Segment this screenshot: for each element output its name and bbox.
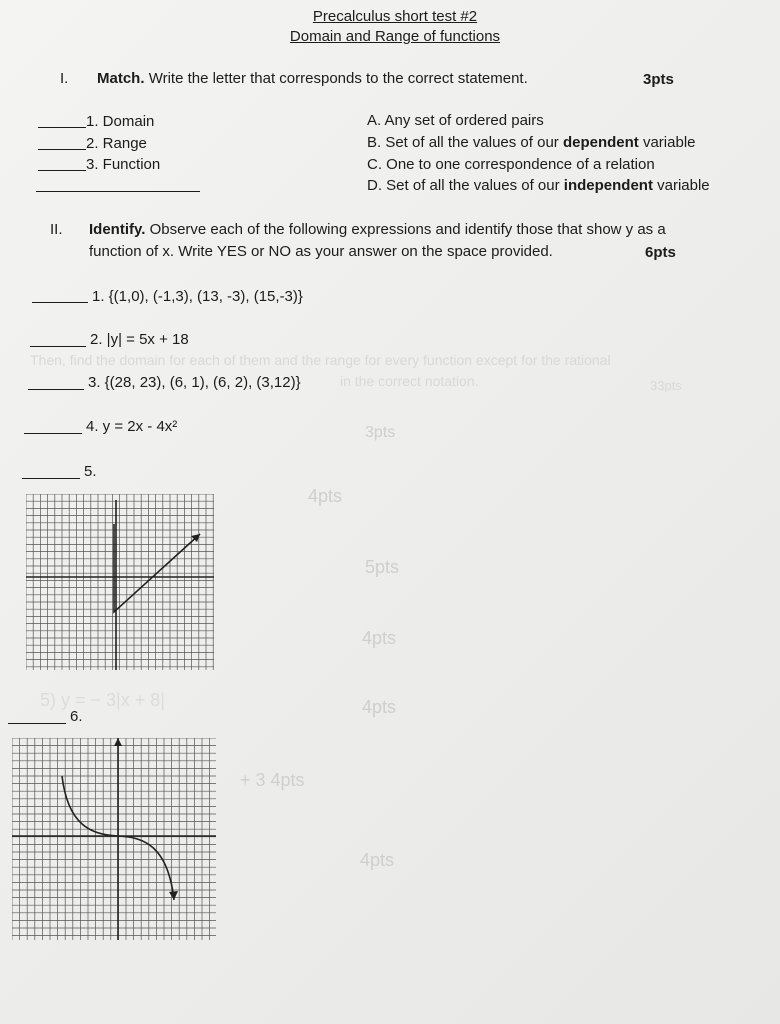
answer-blank[interactable] bbox=[30, 346, 86, 347]
identify-item: 4. y = 2x - 4x² bbox=[86, 418, 178, 435]
show-through-text: 4pts bbox=[362, 697, 397, 717]
show-through-text: 4pts bbox=[360, 850, 395, 870]
part1-heading: Match. bbox=[97, 70, 145, 87]
match-item: 1. Domain bbox=[86, 113, 155, 130]
show-through-text: 4pts bbox=[362, 628, 397, 648]
match-item: 3. Function bbox=[86, 156, 161, 173]
show-through-text: 3pts bbox=[365, 424, 396, 441]
show-through-text: in the correct notation. bbox=[340, 373, 479, 389]
answer-blank[interactable] bbox=[36, 191, 200, 192]
arrowhead bbox=[169, 891, 178, 900]
match-choice: A. Any set of ordered pairs bbox=[367, 112, 544, 129]
graph-item-6 bbox=[12, 738, 216, 940]
match-choice: B. Set of all the values of our dependent variable bbox=[367, 134, 696, 151]
answer-blank[interactable] bbox=[28, 389, 84, 390]
match-choice: D. Set of all the values of our independent variable bbox=[367, 177, 710, 194]
graph-item-5 bbox=[26, 494, 214, 670]
match-choice: C. One to one correspondence of a relation bbox=[367, 156, 655, 173]
answer-blank[interactable] bbox=[8, 723, 66, 724]
show-through-text: Then, find the domain for each of them and the range for every function except for the rational bbox=[30, 352, 611, 368]
answer-blank[interactable] bbox=[24, 433, 82, 434]
answer-blank[interactable] bbox=[22, 478, 80, 479]
part2-points: 6pts bbox=[645, 244, 676, 261]
match-item: 2. Range bbox=[86, 135, 147, 152]
identify-item: 2. |y| = 5x + 18 bbox=[90, 331, 189, 348]
answer-blank[interactable] bbox=[38, 127, 86, 128]
show-through-text: 5pts bbox=[365, 557, 400, 577]
identify-item: 1. {(1,0), (-1,3), (13, -3), (15,-3)} bbox=[92, 288, 303, 305]
part1-instruction-text: Write the letter that corresponds to the correct statement. bbox=[148, 70, 528, 87]
test-title: Precalculus short test #2 bbox=[312, 8, 478, 25]
show-through-text: 4pts bbox=[308, 486, 343, 506]
identify-item: 6. bbox=[70, 708, 83, 725]
show-through-text: 5) y = − 3|x + 8| bbox=[40, 690, 165, 710]
part2-instructions-line1 bbox=[89, 221, 666, 238]
answer-blank[interactable] bbox=[38, 170, 86, 171]
part2-heading: Identify. bbox=[89, 221, 146, 238]
show-through-text: 33pts bbox=[650, 378, 682, 393]
show-through-text: + 3 4pts bbox=[240, 770, 305, 790]
part2-instructions-line2: function of x. Write YES or NO as your answer on the space provided. bbox=[89, 243, 553, 260]
part2-numeral: II. bbox=[50, 221, 63, 238]
part2-instruction-text: Observe each of the following expressions and identify those that show y as a bbox=[149, 221, 666, 238]
part1-instructions bbox=[97, 70, 528, 87]
identify-item: 3. {(28, 23), (6, 1), (6, 2), (3,12)} bbox=[88, 374, 301, 391]
arrowhead bbox=[114, 738, 122, 746]
part1-points: 3pts bbox=[643, 71, 674, 88]
test-subtitle: Domain and Range of functions bbox=[289, 28, 501, 45]
answer-blank[interactable] bbox=[38, 149, 86, 150]
answer-blank[interactable] bbox=[32, 302, 88, 303]
part1-numeral: I. bbox=[60, 70, 69, 87]
identify-item: 5. bbox=[84, 463, 97, 480]
